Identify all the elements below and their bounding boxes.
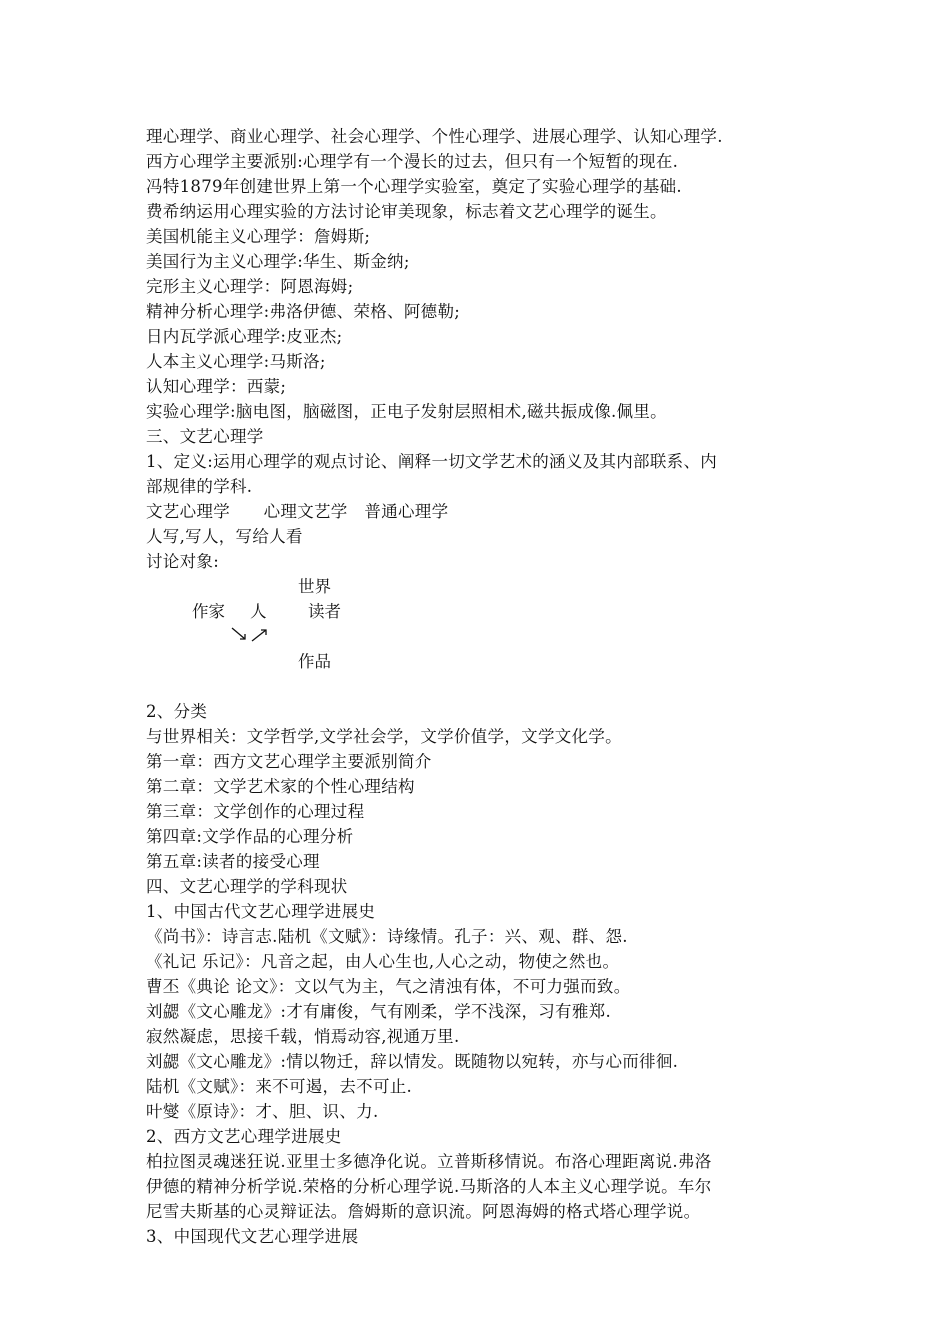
diagram-label-work: 作品 — [298, 652, 331, 671]
diagram-arrows-icon — [230, 626, 274, 646]
text-line: 尼雪夫斯基的心灵辩证法。詹姆斯的意识流。阿恩海姆的格式塔心理学说。 — [146, 1202, 701, 1221]
text-line: 《礼记 乐记》：凡音之起，由人心生也,人心之动，物使之然也。 — [146, 952, 620, 971]
text-section-before-diagram — [146, 124, 836, 574]
text-line: 精神分析心理学:弗洛伊德、荣格、阿德勒; — [146, 302, 461, 321]
document-body — [146, 124, 836, 1249]
text-line: 三、文艺心理学 — [146, 427, 264, 446]
text-line: 《尚书》：诗言志.陆机《文赋》：诗缘情。孔子：兴、观、群、怨. — [146, 927, 628, 946]
text-line: 美国机能主义心理学：詹姆斯; — [146, 227, 371, 246]
text-line: 西方心理学主要派别:心理学有一个漫长的过去，但只有一个短暂的现在. — [146, 152, 679, 171]
text-line: 第五章:读者的接受心理 — [146, 852, 320, 871]
text-line: 人写,写人，写给人看 — [146, 527, 303, 546]
text-line: 与世界相关：文学哲学,文学社会学，文学价值学，文学文化学。 — [146, 727, 622, 746]
text-line: 叶燮《原诗》：才、胆、识、力. — [146, 1102, 379, 1121]
text-line: 寂然凝虑，思接千载，悄焉动容,视通万里. — [146, 1027, 460, 1046]
text-line: 认知心理学：西蒙; — [146, 377, 287, 396]
text-line: 1、定义:运用心理学的观点讨论、阐释一切文学艺术的涵义及其内部联系、内 — [146, 452, 718, 471]
text-line: 费希纳运用心理实验的方法讨论审美现象，标志着文艺心理学的诞生。 — [146, 202, 667, 221]
text-line: 美国行为主义心理学:华生、斯金纳; — [146, 252, 410, 271]
diagram-label-writer: 作家 — [192, 602, 225, 621]
text-line: 刘勰《文心雕龙》:才有庸俊，气有刚柔，学不浅深，习有雅郑. — [146, 1002, 612, 1021]
text-line: 冯特1879年创建世界上第一个心理学实验室，奠定了实验心理学的基础. — [146, 177, 682, 196]
text-line: 第一章：西方文艺心理学主要派别简介 — [146, 752, 432, 771]
text-line: 讨论对象: — [146, 552, 220, 571]
text-line: 完形主义心理学：阿恩海姆; — [146, 277, 354, 296]
text-section-after-diagram — [146, 699, 836, 1249]
text-line: 第三章：文学创作的心理过程 — [146, 802, 365, 821]
text-line: 实验心理学:脑电图，脑磁图，正电子发射层照相术,磁共振成像.佩里。 — [146, 402, 667, 421]
text-line: 2、分类 — [146, 702, 208, 721]
diagram-label-reader: 读者 — [308, 602, 341, 621]
research-object-diagram — [146, 574, 836, 699]
text-line: 部规律的学科. — [146, 477, 253, 496]
diagram-label-world: 世界 — [298, 577, 331, 596]
diagram-label-person: 人 — [250, 602, 267, 621]
text-line: 柏拉图灵魂迷狂说.亚里士多德净化说。立普斯移情说。布洛心理距离说.弗洛 — [146, 1152, 712, 1171]
text-line: 伊德的精神分析学说.荣格的分析心理学说.马斯洛的人本主义心理学说。车尔 — [146, 1177, 712, 1196]
text-line: 陆机《文赋》：来不可遏，去不可止. — [146, 1077, 413, 1096]
text-line: 第二章：文学艺术家的个性心理结构 — [146, 777, 415, 796]
text-line: 四、文艺心理学的学科现状 — [146, 877, 348, 896]
text-line: 日内瓦学派心理学:皮亚杰; — [146, 327, 343, 346]
text-line: 人本主义心理学:马斯洛; — [146, 352, 326, 371]
text-line: 理心理学、商业心理学、社会心理学、个性心理学、进展心理学、认知心理学. — [146, 127, 723, 146]
text-line: 2、西方文艺心理学进展史 — [146, 1127, 342, 1146]
text-line: 刘勰《文心雕龙》:情以物迁，辞以情发。既随物以宛转，亦与心而徘徊. — [146, 1052, 679, 1071]
text-line: 第四章:文学作品的心理分析 — [146, 827, 354, 846]
text-line: 文艺心理学 心理文艺学 普通心理学 — [146, 502, 449, 521]
text-line: 曹丕《典论 论文》：文以气为主，气之清浊有体，不可力强而致。 — [146, 977, 631, 996]
text-line: 1、中国古代文艺心理学进展史 — [146, 902, 376, 921]
text-line: 3、中国现代文艺心理学进展 — [146, 1227, 359, 1246]
